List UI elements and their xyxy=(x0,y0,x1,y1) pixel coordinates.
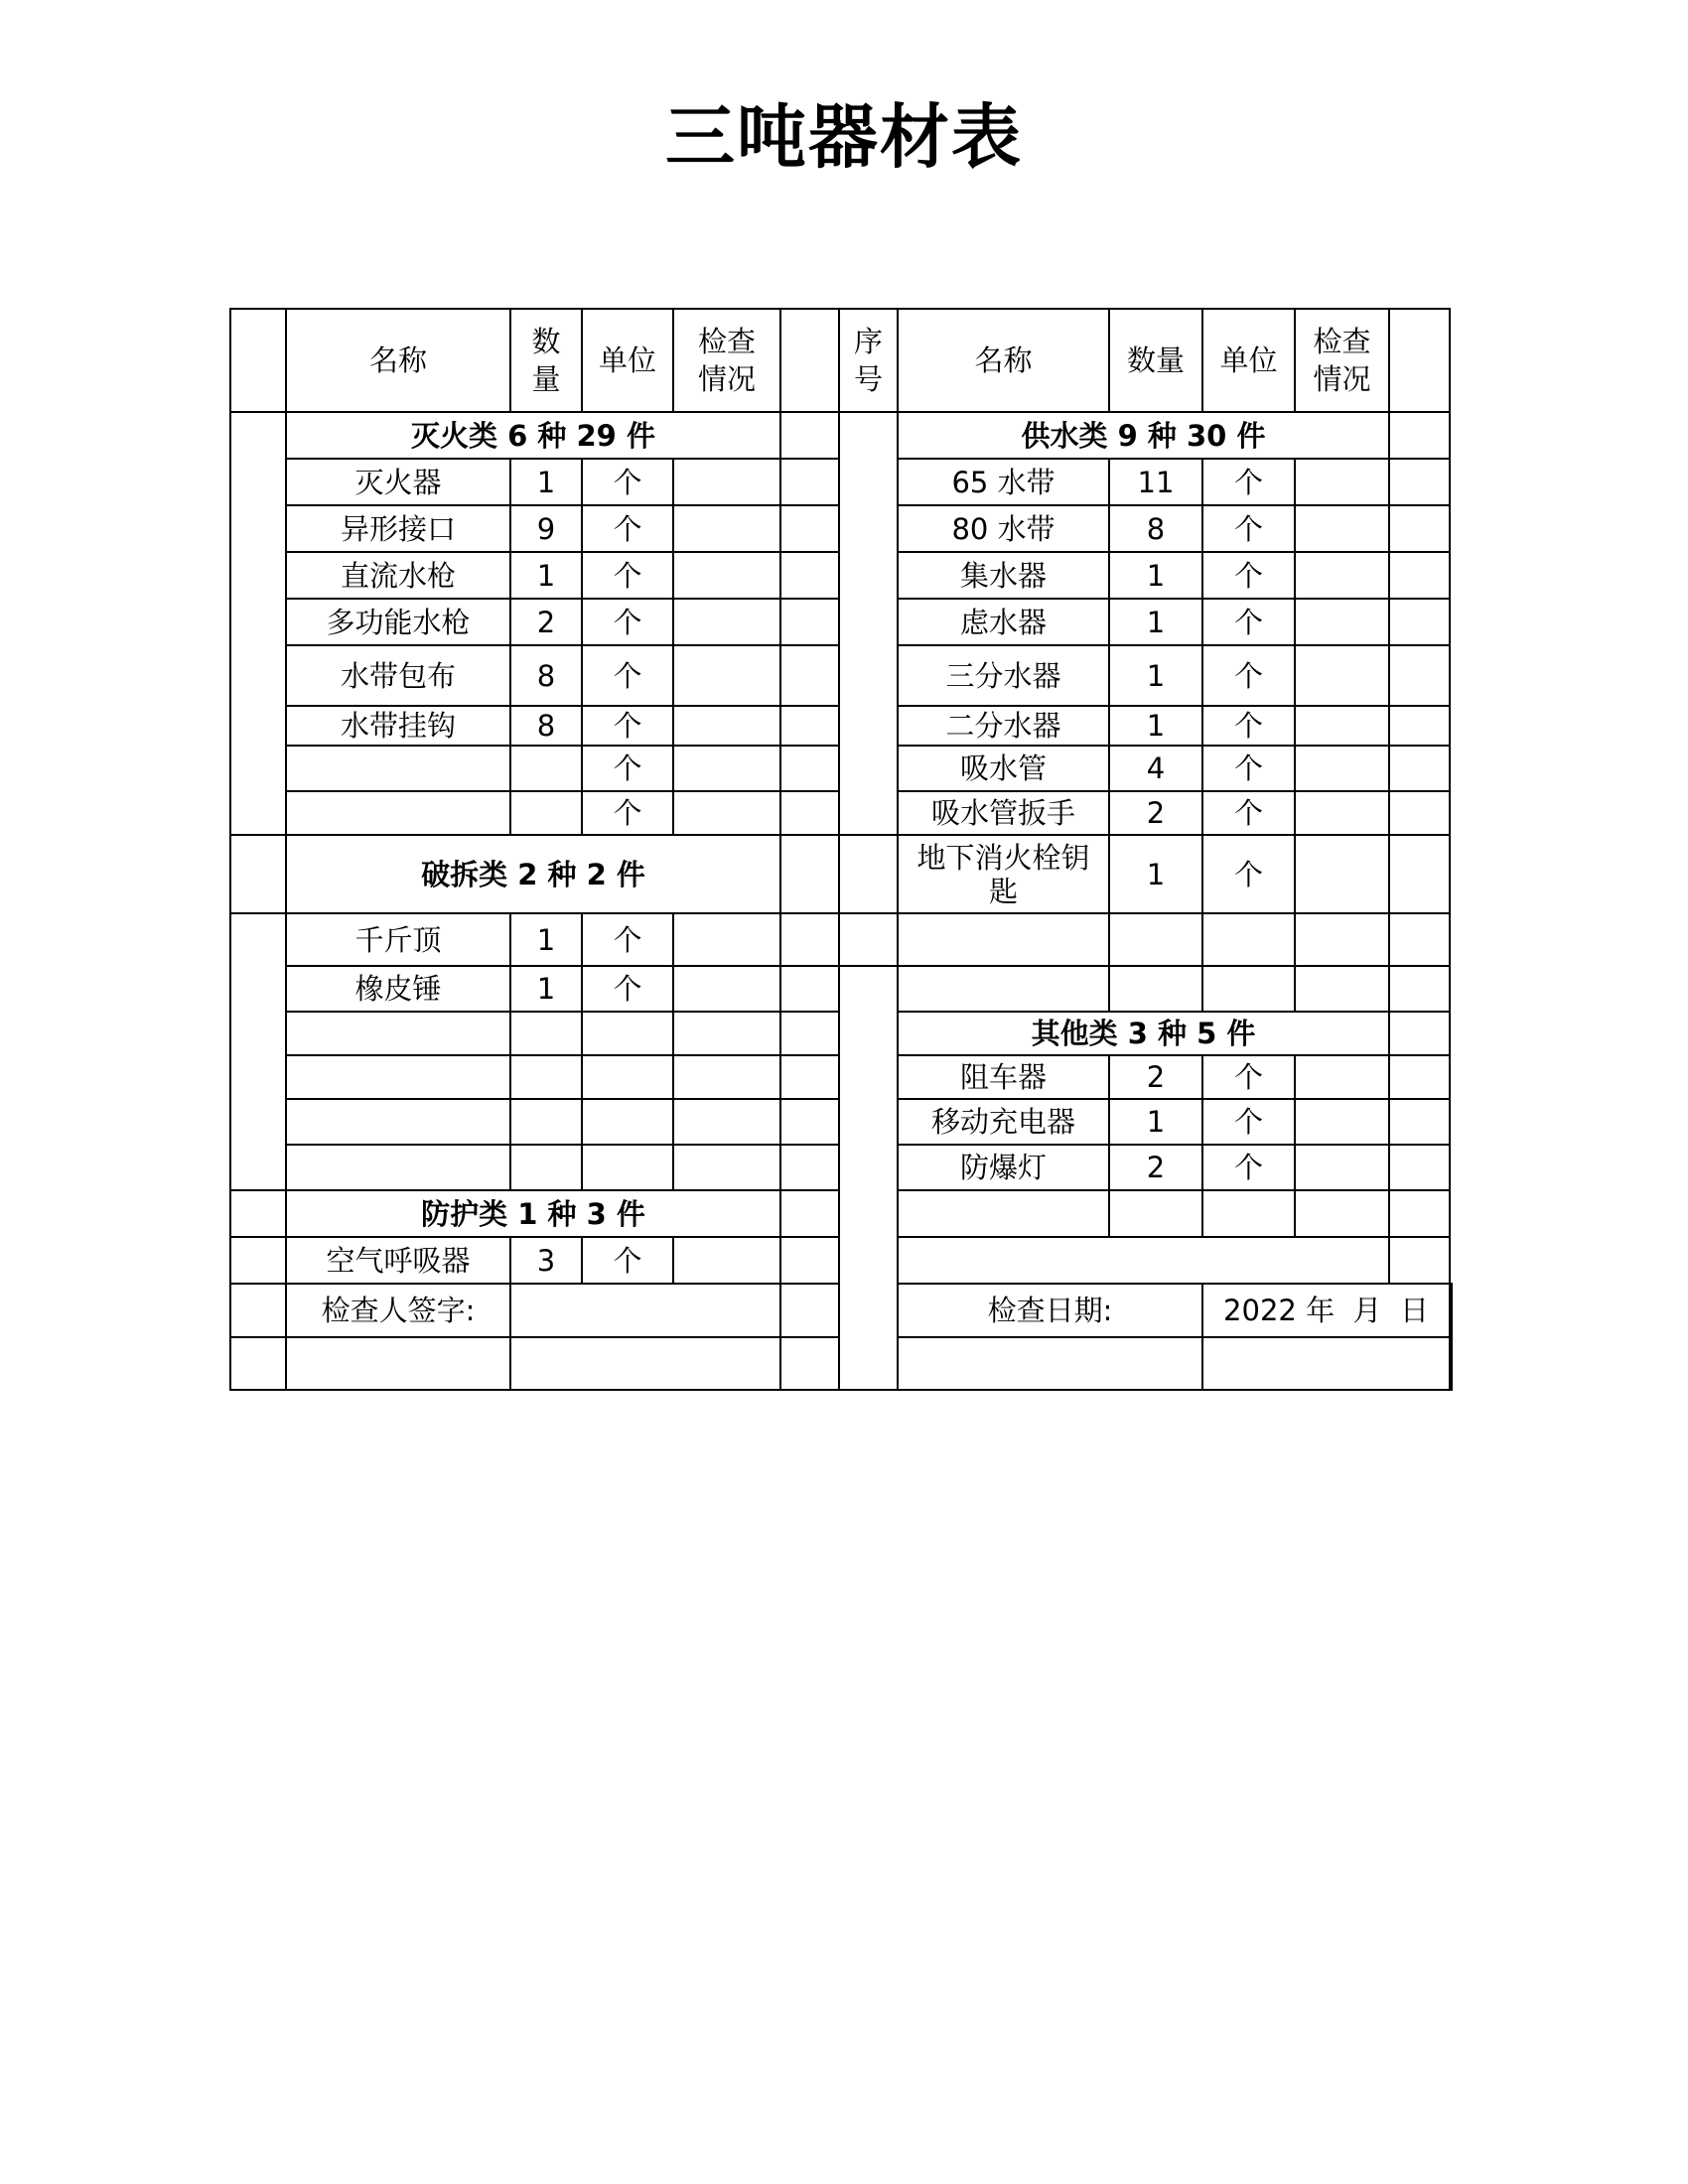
item-check xyxy=(673,706,780,746)
left-extra xyxy=(780,412,839,459)
item-unit: 个 xyxy=(582,746,673,791)
item-qty: 4 xyxy=(1109,746,1202,791)
item-name: 吸水管 xyxy=(898,746,1109,791)
right-extra xyxy=(1389,966,1450,1012)
left-extra xyxy=(780,913,839,966)
right-extra xyxy=(1389,913,1450,966)
item-check xyxy=(1295,913,1389,966)
category-label-left-2: 破拆类 2 种 2 件 xyxy=(286,835,780,913)
item-qty: 9 xyxy=(510,505,582,552)
item-name: 水带挂钩 xyxy=(286,706,510,746)
item-unit: 个 xyxy=(582,599,673,645)
item-check xyxy=(673,599,780,645)
item-qty: 1 xyxy=(1109,1099,1202,1145)
item-name: 地下消火栓钥 匙 xyxy=(898,835,1109,913)
item-check xyxy=(1295,1145,1389,1190)
header-check-right: 检查 情况 xyxy=(1295,309,1389,412)
right-extra xyxy=(1389,835,1450,913)
item-qty: 8 xyxy=(510,706,582,746)
item-check xyxy=(1295,1099,1389,1145)
item-name xyxy=(898,913,1109,966)
item-name: 集水器 xyxy=(898,552,1109,599)
item-name: 橡皮锤 xyxy=(286,966,510,1012)
right-extra xyxy=(1389,746,1450,791)
item-unit xyxy=(582,1145,673,1190)
right-seq-cell xyxy=(839,835,898,913)
item-unit: 个 xyxy=(1202,746,1295,791)
item-name: 虑水器 xyxy=(898,599,1109,645)
header-name-right: 名称 xyxy=(898,309,1109,412)
item-check xyxy=(1295,791,1389,835)
left-extra xyxy=(780,966,839,1012)
item-qty: 1 xyxy=(510,966,582,1012)
item-qty: 1 xyxy=(1109,552,1202,599)
header-blank xyxy=(780,309,839,412)
item-name: 吸水管扳手 xyxy=(898,791,1109,835)
footer-blank xyxy=(780,1284,839,1337)
item-unit: 个 xyxy=(582,552,673,599)
item-qty: 1 xyxy=(510,913,582,966)
header-unit-right: 单位 xyxy=(1202,309,1295,412)
header-unit: 单位 xyxy=(582,309,673,412)
item-name: 水带包布 xyxy=(286,645,510,706)
left-seq-cell xyxy=(230,1190,286,1237)
right-extra xyxy=(1389,1237,1450,1284)
item-unit: 个 xyxy=(1202,1055,1295,1099)
item-check xyxy=(1295,966,1389,1012)
left-extra xyxy=(780,1099,839,1145)
item-qty: 2 xyxy=(510,599,582,645)
item-check xyxy=(673,1237,780,1284)
item-qty xyxy=(510,791,582,835)
item-name: 二分水器 xyxy=(898,706,1109,746)
item-unit: 个 xyxy=(582,1237,673,1284)
right-extra xyxy=(1389,791,1450,835)
left-extra xyxy=(780,791,839,835)
item-check xyxy=(1295,746,1389,791)
left-extra xyxy=(780,645,839,706)
item-name: 阻车器 xyxy=(898,1055,1109,1099)
left-extra xyxy=(780,459,839,505)
left-extra xyxy=(780,552,839,599)
category-label-right-1: 供水类 9 种 30 件 xyxy=(898,412,1389,459)
left-extra xyxy=(780,706,839,746)
item-check xyxy=(1295,505,1389,552)
item-check xyxy=(1295,835,1389,913)
item-unit: 个 xyxy=(582,459,673,505)
item-check xyxy=(673,746,780,791)
item-check xyxy=(1295,552,1389,599)
item-name xyxy=(286,746,510,791)
item-unit xyxy=(1202,966,1295,1012)
item-check xyxy=(1295,645,1389,706)
left-seq-group1 xyxy=(230,412,286,835)
item-unit: 个 xyxy=(582,791,673,835)
left-extra xyxy=(780,1145,839,1190)
item-unit xyxy=(582,1055,673,1099)
item-name: 直流水枪 xyxy=(286,552,510,599)
item-unit: 个 xyxy=(582,645,673,706)
left-extra xyxy=(780,1237,839,1284)
inspector-signature-field[interactable] xyxy=(510,1284,780,1337)
item-qty xyxy=(510,746,582,791)
right-seq-group1 xyxy=(839,412,898,835)
item-unit xyxy=(582,1012,673,1055)
date-label: 检查日期: xyxy=(898,1284,1202,1337)
item-name xyxy=(898,1190,1109,1237)
item-qty: 11 xyxy=(1109,459,1202,505)
item-name: 异形接口 xyxy=(286,505,510,552)
item-unit: 个 xyxy=(1202,835,1295,913)
footer-blank xyxy=(1202,1337,1450,1390)
item-unit xyxy=(1202,913,1295,966)
item-qty: 1 xyxy=(1109,645,1202,706)
item-name xyxy=(286,1012,510,1055)
item-unit: 个 xyxy=(1202,706,1295,746)
item-qty xyxy=(1109,966,1202,1012)
item-name xyxy=(286,791,510,835)
footer-blank xyxy=(510,1337,780,1390)
item-qty: 1 xyxy=(510,459,582,505)
item-qty xyxy=(510,1099,582,1145)
header-qty-right: 数量 xyxy=(1109,309,1202,412)
item-check xyxy=(673,966,780,1012)
left-seq-group2 xyxy=(230,913,286,1190)
header-row xyxy=(230,309,1452,412)
item-check xyxy=(673,913,780,966)
footer-blank xyxy=(780,1337,839,1390)
item-check xyxy=(1295,1055,1389,1099)
item-unit: 个 xyxy=(582,706,673,746)
item-qty: 8 xyxy=(510,645,582,706)
item-unit: 个 xyxy=(582,913,673,966)
item-check xyxy=(673,1012,780,1055)
item-unit: 个 xyxy=(1202,1145,1295,1190)
item-name: 80 水带 xyxy=(898,505,1109,552)
right-seq-group2 xyxy=(839,966,898,1390)
footer-blank xyxy=(230,1284,286,1337)
item-check xyxy=(673,1099,780,1145)
right-extra xyxy=(1389,1190,1450,1237)
footer-blank xyxy=(1450,1284,1452,1337)
item-qty xyxy=(510,1012,582,1055)
category-label-left-1: 灭火类 6 种 29 件 xyxy=(286,412,780,459)
right-extra xyxy=(1389,706,1450,746)
header-check: 检查 情况 xyxy=(673,309,780,412)
item-name xyxy=(286,1145,510,1190)
item-name: 移动充电器 xyxy=(898,1099,1109,1145)
left-extra xyxy=(780,505,839,552)
left-extra xyxy=(780,1012,839,1055)
item-check xyxy=(673,505,780,552)
right-seq-cell xyxy=(839,913,898,966)
item-name xyxy=(286,1099,510,1145)
item-name: 灭火器 xyxy=(286,459,510,505)
page-title: 三吨器材表 xyxy=(665,96,1023,178)
right-extra xyxy=(1389,1145,1450,1190)
left-extra xyxy=(780,835,839,913)
right-extra xyxy=(1389,1012,1450,1055)
header-blank xyxy=(230,309,286,412)
item-check xyxy=(673,645,780,706)
item-check xyxy=(1295,706,1389,746)
right-extra xyxy=(1389,599,1450,645)
left-extra xyxy=(780,1055,839,1099)
item-name: 三分水器 xyxy=(898,645,1109,706)
item-qty: 1 xyxy=(1109,599,1202,645)
footer-blank xyxy=(1450,1337,1452,1390)
equipment-table xyxy=(229,308,1453,1391)
header-seq: 序 号 xyxy=(839,309,898,412)
item-name xyxy=(898,966,1109,1012)
item-qty: 2 xyxy=(1109,791,1202,835)
item-check xyxy=(673,459,780,505)
item-name: 空气呼吸器 xyxy=(286,1237,510,1284)
item-unit: 个 xyxy=(1202,552,1295,599)
category-label-left-3: 防护类 1 种 3 件 xyxy=(286,1190,780,1237)
item-unit xyxy=(582,1099,673,1145)
item-unit xyxy=(1202,1190,1295,1237)
header-name: 名称 xyxy=(286,309,510,412)
table-row xyxy=(230,966,1452,1012)
right-extra xyxy=(1389,505,1450,552)
category-label-right-2: 其他类 3 种 5 件 xyxy=(898,1012,1389,1055)
item-qty: 1 xyxy=(1109,835,1202,913)
header-blank xyxy=(1389,309,1450,412)
item-qty: 1 xyxy=(510,552,582,599)
footer-blank xyxy=(286,1337,510,1390)
item-unit: 个 xyxy=(582,966,673,1012)
item-qty xyxy=(510,1145,582,1190)
table-row xyxy=(230,913,1452,966)
date-value[interactable]: 2022 年 月 日 xyxy=(1202,1284,1450,1337)
item-check xyxy=(673,1145,780,1190)
item-unit: 个 xyxy=(1202,645,1295,706)
item-name: 65 水带 xyxy=(898,459,1109,505)
item-qty: 8 xyxy=(1109,505,1202,552)
right-extra xyxy=(1389,645,1450,706)
header-qty: 数 量 xyxy=(510,309,582,412)
item-unit: 个 xyxy=(1202,459,1295,505)
item-qty: 2 xyxy=(1109,1055,1202,1099)
right-extra xyxy=(1389,552,1450,599)
item-check xyxy=(1295,1190,1389,1237)
item-unit: 个 xyxy=(1202,599,1295,645)
item-qty xyxy=(1109,913,1202,966)
right-extra xyxy=(1389,1055,1450,1099)
item-unit: 个 xyxy=(1202,505,1295,552)
item-check xyxy=(673,1055,780,1099)
item-check xyxy=(1295,459,1389,505)
footer-blank xyxy=(898,1337,1202,1390)
footer-blank xyxy=(230,1337,286,1390)
item-unit: 个 xyxy=(1202,1099,1295,1145)
item-name: 防爆灯 xyxy=(898,1145,1109,1190)
item-qty: 3 xyxy=(510,1237,582,1284)
item-qty: 1 xyxy=(1109,706,1202,746)
left-extra xyxy=(780,746,839,791)
item-unit: 个 xyxy=(582,505,673,552)
right-extra xyxy=(1389,412,1450,459)
right-extra xyxy=(1389,459,1450,505)
item-check xyxy=(1295,599,1389,645)
right-extra xyxy=(1389,1099,1450,1145)
item-check xyxy=(673,552,780,599)
right-blank-merged xyxy=(898,1237,1389,1284)
left-seq-cell xyxy=(230,835,286,913)
item-qty xyxy=(510,1055,582,1099)
item-unit: 个 xyxy=(1202,791,1295,835)
left-seq-cell xyxy=(230,1237,286,1284)
left-extra xyxy=(780,599,839,645)
left-extra xyxy=(780,1190,839,1237)
item-name xyxy=(286,1055,510,1099)
inspector-label: 检查人签字: xyxy=(286,1284,510,1337)
item-check xyxy=(673,791,780,835)
item-name: 千斤顶 xyxy=(286,913,510,966)
item-name: 多功能水枪 xyxy=(286,599,510,645)
item-qty: 2 xyxy=(1109,1145,1202,1190)
item-qty xyxy=(1109,1190,1202,1237)
